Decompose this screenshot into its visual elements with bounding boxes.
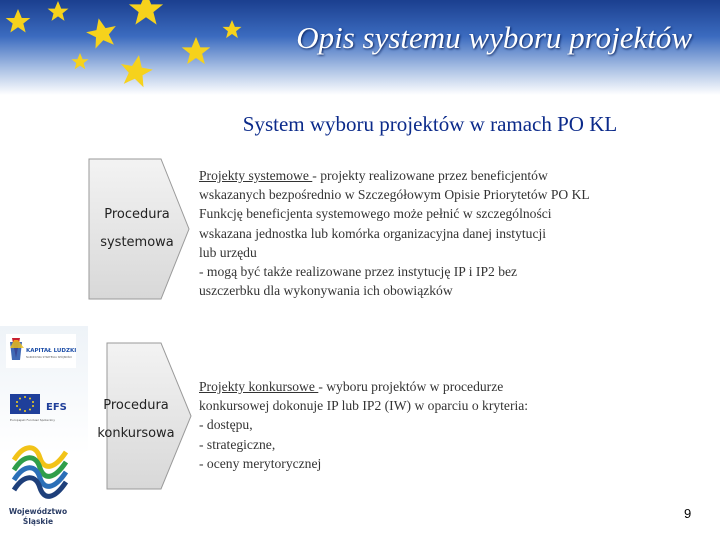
efs-logo: [6, 390, 78, 426]
kapital-ludzki-mark-icon: [6, 334, 76, 368]
wojewodztwo-name: [8, 507, 68, 527]
star-icon: [48, 1, 69, 21]
text-line: konkursowej dokonuje IP lub IP2 (IW) w oparciu o kryteria:: [199, 398, 529, 414]
text-line: wskazana jednostka lub komórka organizacyjna danej instytucji: [199, 225, 547, 241]
systemowe-first-line: [199, 166, 590, 185]
star-icon: [182, 37, 211, 64]
wojewodztwo-slaskie-logo: [10, 440, 70, 504]
text-line: - strategiczne,: [199, 436, 276, 452]
slide-subtitle: System wyboru projektów w ramach PO KL: [242, 112, 618, 136]
procedure-label-line: systemowa: [100, 235, 174, 250]
star-icon: [118, 52, 155, 88]
wojewodztwo-line: Śląskie: [22, 517, 54, 526]
star-icon: [84, 15, 120, 50]
text-line: - wyboru projektów w procedurze: [318, 379, 504, 394]
star-icon: [6, 9, 31, 33]
procedure-label-line: konkursowa: [97, 426, 175, 441]
efs-text: EFS: [46, 402, 67, 413]
slide-title: Opis systemu wyboru projektów: [296, 20, 692, 55]
wojewodztwo-line: Województwo: [8, 507, 68, 516]
procedure-label-konkursowa: [88, 392, 184, 448]
konkursowe-heading: Projekty konkursowe: [199, 379, 319, 394]
eu-flag-efs-icon: [6, 390, 78, 426]
wojewodztwo-slaskie-emblem-icon: [10, 440, 70, 504]
page-number: 9: [684, 506, 692, 521]
procedure-label-line: Procedura: [104, 207, 170, 222]
efs-caption: Europejski Fundusz Społeczny: [10, 418, 55, 422]
star-icon: [71, 53, 88, 69]
konkursowe-first-line: [199, 377, 528, 396]
konkursowe-description: [199, 377, 528, 473]
text-line: - mogą być także realizowane przez instytucję IP i IP2 bez: [199, 264, 518, 280]
kapital-ludzki-logo: [6, 334, 76, 374]
text-line: - projekty realizowane przez beneficjentów: [312, 168, 548, 183]
star-icon: [129, 0, 163, 25]
procedure-label-systemowa: [92, 201, 182, 257]
text-line: - oceny merytorycznej: [199, 455, 322, 471]
systemowe-description: [199, 166, 590, 300]
kapital-ludzki-caption: NARODOWA STRATEGIA SPÓJNOŚCI: [26, 356, 72, 359]
kapital-ludzki-text: KAPITAŁ LUDZKI: [26, 348, 76, 354]
procedure-label-line: Procedura: [103, 398, 169, 413]
text-line: lub urzędu: [199, 244, 257, 260]
star-icon: [223, 20, 242, 38]
text-line: - dostępu,: [199, 417, 253, 433]
text-line: uszczerbku dla wykonywania ich obowiązków: [199, 283, 453, 299]
text-line: Funkcję beneficjenta systemowego może pełnić w szczególności: [199, 206, 552, 222]
text-line: wskazanych bezpośrednio w Szczegółowym Opisie Priorytetów PO KL: [199, 187, 590, 203]
systemowe-heading: Projekty systemowe: [199, 168, 313, 183]
